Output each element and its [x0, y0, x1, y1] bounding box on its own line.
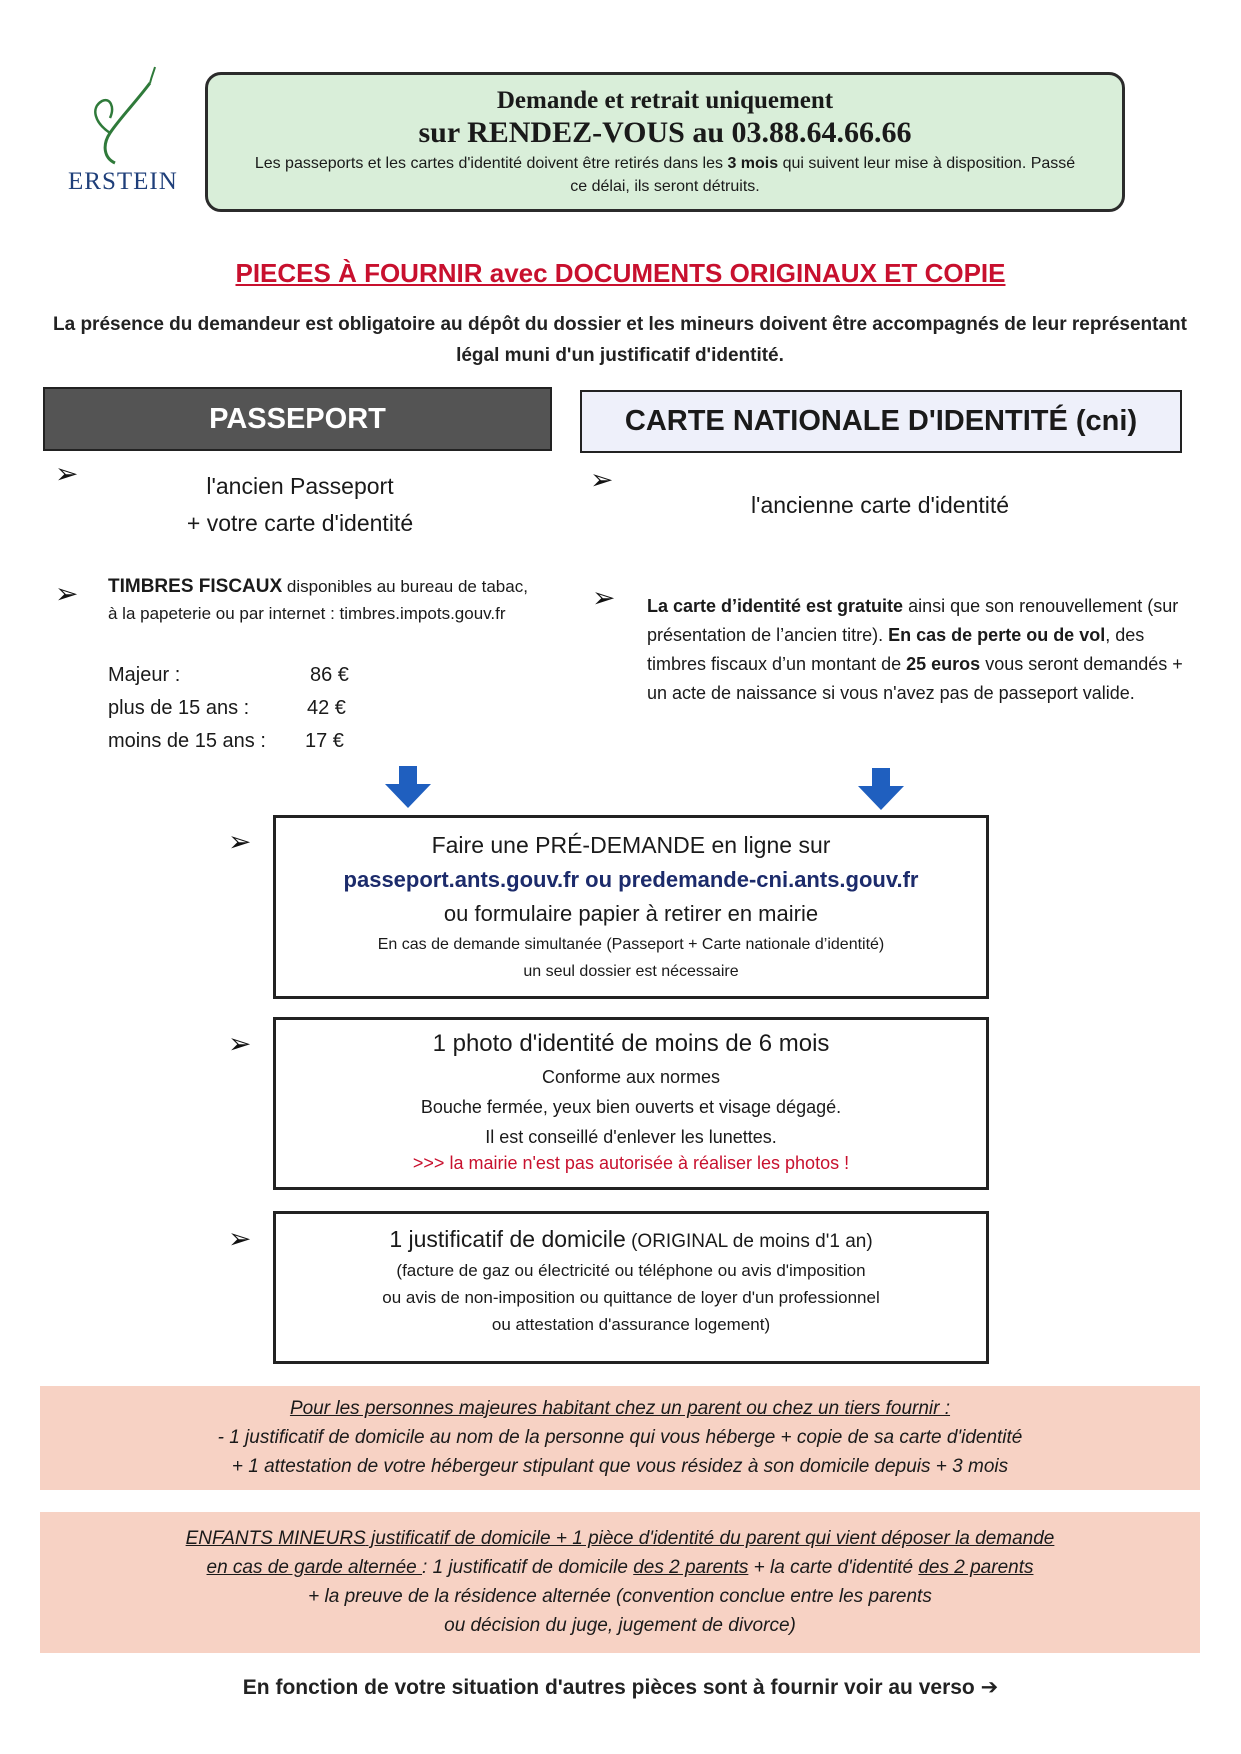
tarif-row: plus de 15 ans : 42 €	[108, 697, 346, 719]
mineurs-box: ENFANTS MINEURS justificatif de domicile + 1 pièce d'identité du parent qui vient déposer la demande en cas de garde alternée : 1 justificatif de domicile des 2 parents + la carte d'identité des 2 parents + la preuve de la résidence alternée (convention conclue entre les parents ou décision du juge, jugement de divorce)	[40, 1512, 1200, 1653]
timbres-fiscaux: TIMBRES FISCAUX disponibles au bureau de tabac, à la papeterie ou par internet : timbres.impots.gouv.fr	[108, 576, 528, 623]
down-arrow-icon	[858, 768, 904, 810]
leaf-logo-icon	[80, 63, 170, 173]
arrowhead-icon: ➢	[228, 1223, 252, 1254]
footer-note: En fonction de votre situation d'autres pièces sont à fournir voir au verso ➔	[242, 1676, 999, 1699]
passport-header: PASSEPORT	[43, 387, 552, 451]
domicile-box: 1 justificatif de domicile (ORIGINAL de moins d'1 an) (facture de gaz ou électricité ou téléphone ou avis d'imposition ou avis de non-imposition ou quittance de loyer d'un professionnel ou attestation d'assurance logement)	[273, 1211, 989, 1364]
tarif-row: moins de 15 ans : 17 €	[108, 730, 344, 752]
page-title: PIECES À FOURNIR avec DOCUMENTS ORIGINAUX ET COPIE	[235, 258, 1006, 288]
arrowhead-icon: ➢	[592, 582, 616, 613]
intro-text: La présence du demandeur est obligatoire au dépôt du dossier et les mineurs doivent être accompagnés de leur représentant légal muni d'un justificatif d'identité.	[53, 314, 1187, 366]
appointment-line2: sur RENDEZ-VOUS au 03.88.64.66.66	[418, 116, 912, 149]
appointment-note: Les passeports et les cartes d'identité doivent être retirés dans les 3 mois qui suivent leur mise à disposition. Passé ce délai, ils seront détruits.	[254, 155, 1076, 195]
arrowhead-icon: ➢	[55, 578, 79, 609]
tarif-row: Majeur : 86 €	[108, 664, 349, 686]
appointment-box	[205, 72, 1125, 212]
majeurs-box: Pour les personnes majeures habitant chez un parent ou chez un tiers fournir : - 1 justificatif de domicile au nom de la personne qui vous héberge + copie de sa carte d'identité + 1 attestation de votre hébergeur stipulant que vous résidez à son domicile depuis + 3 mois	[40, 1386, 1200, 1490]
appointment-line1: Demande et retrait uniquement	[496, 87, 834, 114]
erstein-logo	[60, 55, 190, 200]
arrowhead-icon: ➢	[590, 464, 614, 495]
predemande-links: passeport.ants.gouv.fr ou predemande-cni.ants.gouv.fr	[343, 867, 919, 892]
cni-ancien: l'ancienne carte d'identité	[750, 492, 1010, 518]
photo-warning: >>> la mairie n'est pas autorisée à réaliser les photos !	[412, 1153, 850, 1173]
cni-header: CARTE NATIONALE D'IDENTITÉ (cni)	[580, 390, 1182, 453]
arrowhead-icon: ➢	[228, 1028, 252, 1059]
photo-box: 1 photo d'identité de moins de 6 mois Conforme aux normes Bouche fermée, yeux bien ouverts et visage dégagé. Il est conseillé d'enlever les lunettes. >>> la mairie n'est pas autorisée à réaliser les photos !	[273, 1017, 989, 1190]
arrowhead-icon: ➢	[55, 458, 79, 489]
logo-text: ERSTEIN	[68, 168, 178, 195]
arrowhead-icon: ➢	[228, 826, 252, 857]
cni-gratuite: La carte d’identité est gratuite ainsi que son renouvellement (sur présentation de l’ancien titre). En cas de perte ou de vol, des timbres fiscaux d’un montant de 25 euros vous seront demandés + un acte de naissance si vous n'avez pas de passeport valide.	[647, 596, 1183, 703]
down-arrow-icon	[385, 766, 431, 808]
passport-ancien: l'ancien Passeport + votre carte d'identité	[186, 473, 414, 536]
predemande-box: Faire une PRÉ-DEMANDE en ligne sur passeport.ants.gouv.fr ou predemande-cni.ants.gouv.fr ou formulaire papier à retirer en mairie En cas de demande simultanée (Passeport + Carte nationale d’identité) un seul dossier est nécessaire	[273, 815, 989, 999]
